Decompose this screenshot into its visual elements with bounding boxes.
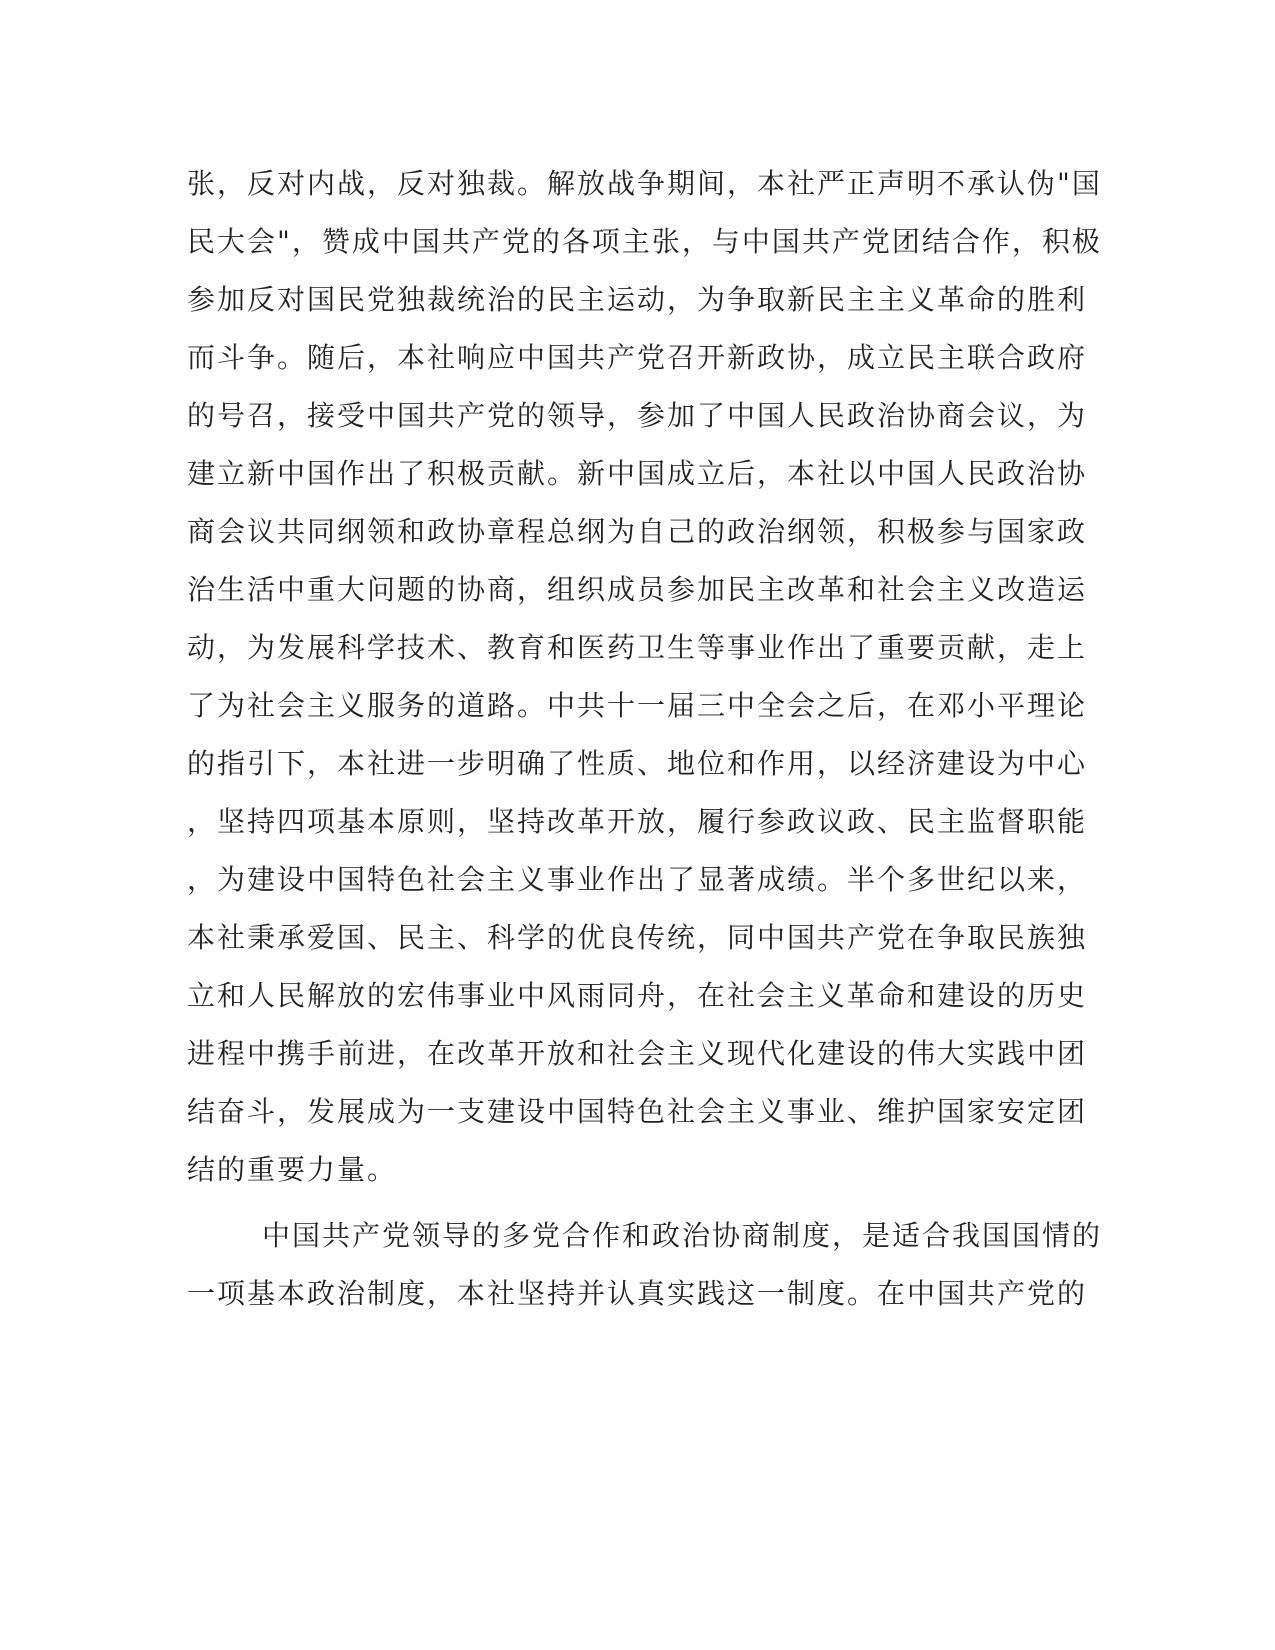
text-line: 进程中携手前进，在改革开放和社会主义现代化建设的伟大实践中团 (187, 1037, 1088, 1070)
text-line: 的号召，接受中国共产党的领导，参加了中国人民政治协商会议，为 (187, 399, 1088, 432)
text-line: 而斗争。随后，本社响应中国共产党召开新政协，成立民主联合政府 (187, 341, 1088, 374)
text-line: 张，反对内战，反对独裁。解放战争期间，本社严正声明不承认伪"国 (187, 167, 1102, 200)
text-line: 商会议共同纲领和政协章程总纲为自己的政治纲领，积极参与国家政 (187, 515, 1088, 548)
text-line: 立和人民解放的宏伟事业中风雨同舟，在社会主义革命和建设的历史 (187, 979, 1088, 1012)
text-line: 一项基本政治制度，本社坚持并认真实践这一制度。在中国共产党的 (187, 1277, 1088, 1310)
text-line: ，坚持四项基本原则，坚持改革开放，履行参政议政、民主监督职能 (187, 805, 1088, 838)
text-line: 结奋斗，发展成为一支建设中国特色社会主义事业、维护国家安定团 (187, 1095, 1088, 1128)
text-line: 建立新中国作出了积极贡献。新中国成立后，本社以中国人民政治协 (187, 457, 1088, 490)
text-line: 的指引下，本社进一步明确了性质、地位和作用，以经济建设为中心 (187, 747, 1088, 780)
text-line: 治生活中重大问题的协商，组织成员参加民主改革和社会主义改造运 (187, 573, 1088, 606)
text-line: 本社秉承爱国、民主、科学的优良传统，同中国共产党在争取民族独 (187, 921, 1088, 954)
text-line: 结的重要力量。 (187, 1153, 398, 1186)
text-line: 了为社会主义服务的道路。中共十一届三中全会之后，在邓小平理论 (187, 689, 1088, 722)
paragraph-first-line: 中国共产党领导的多党合作和政治协商制度，是适合我国国情的 (262, 1219, 1103, 1252)
text-line: ，为建设中国特色社会主义事业作出了显著成绩。半个多世纪以来， (187, 863, 1088, 896)
text-line: 参加反对国民党独裁统治的民主运动，为争取新民主主义革命的胜利 (187, 283, 1088, 316)
text-line: 动，为发展科学技术、教育和医药卫生等事业作出了重要贡献，走上 (187, 631, 1088, 664)
text-line: 民大会"，赞成中国共产党的各项主张，与中国共产党团结合作，积极 (187, 225, 1102, 258)
